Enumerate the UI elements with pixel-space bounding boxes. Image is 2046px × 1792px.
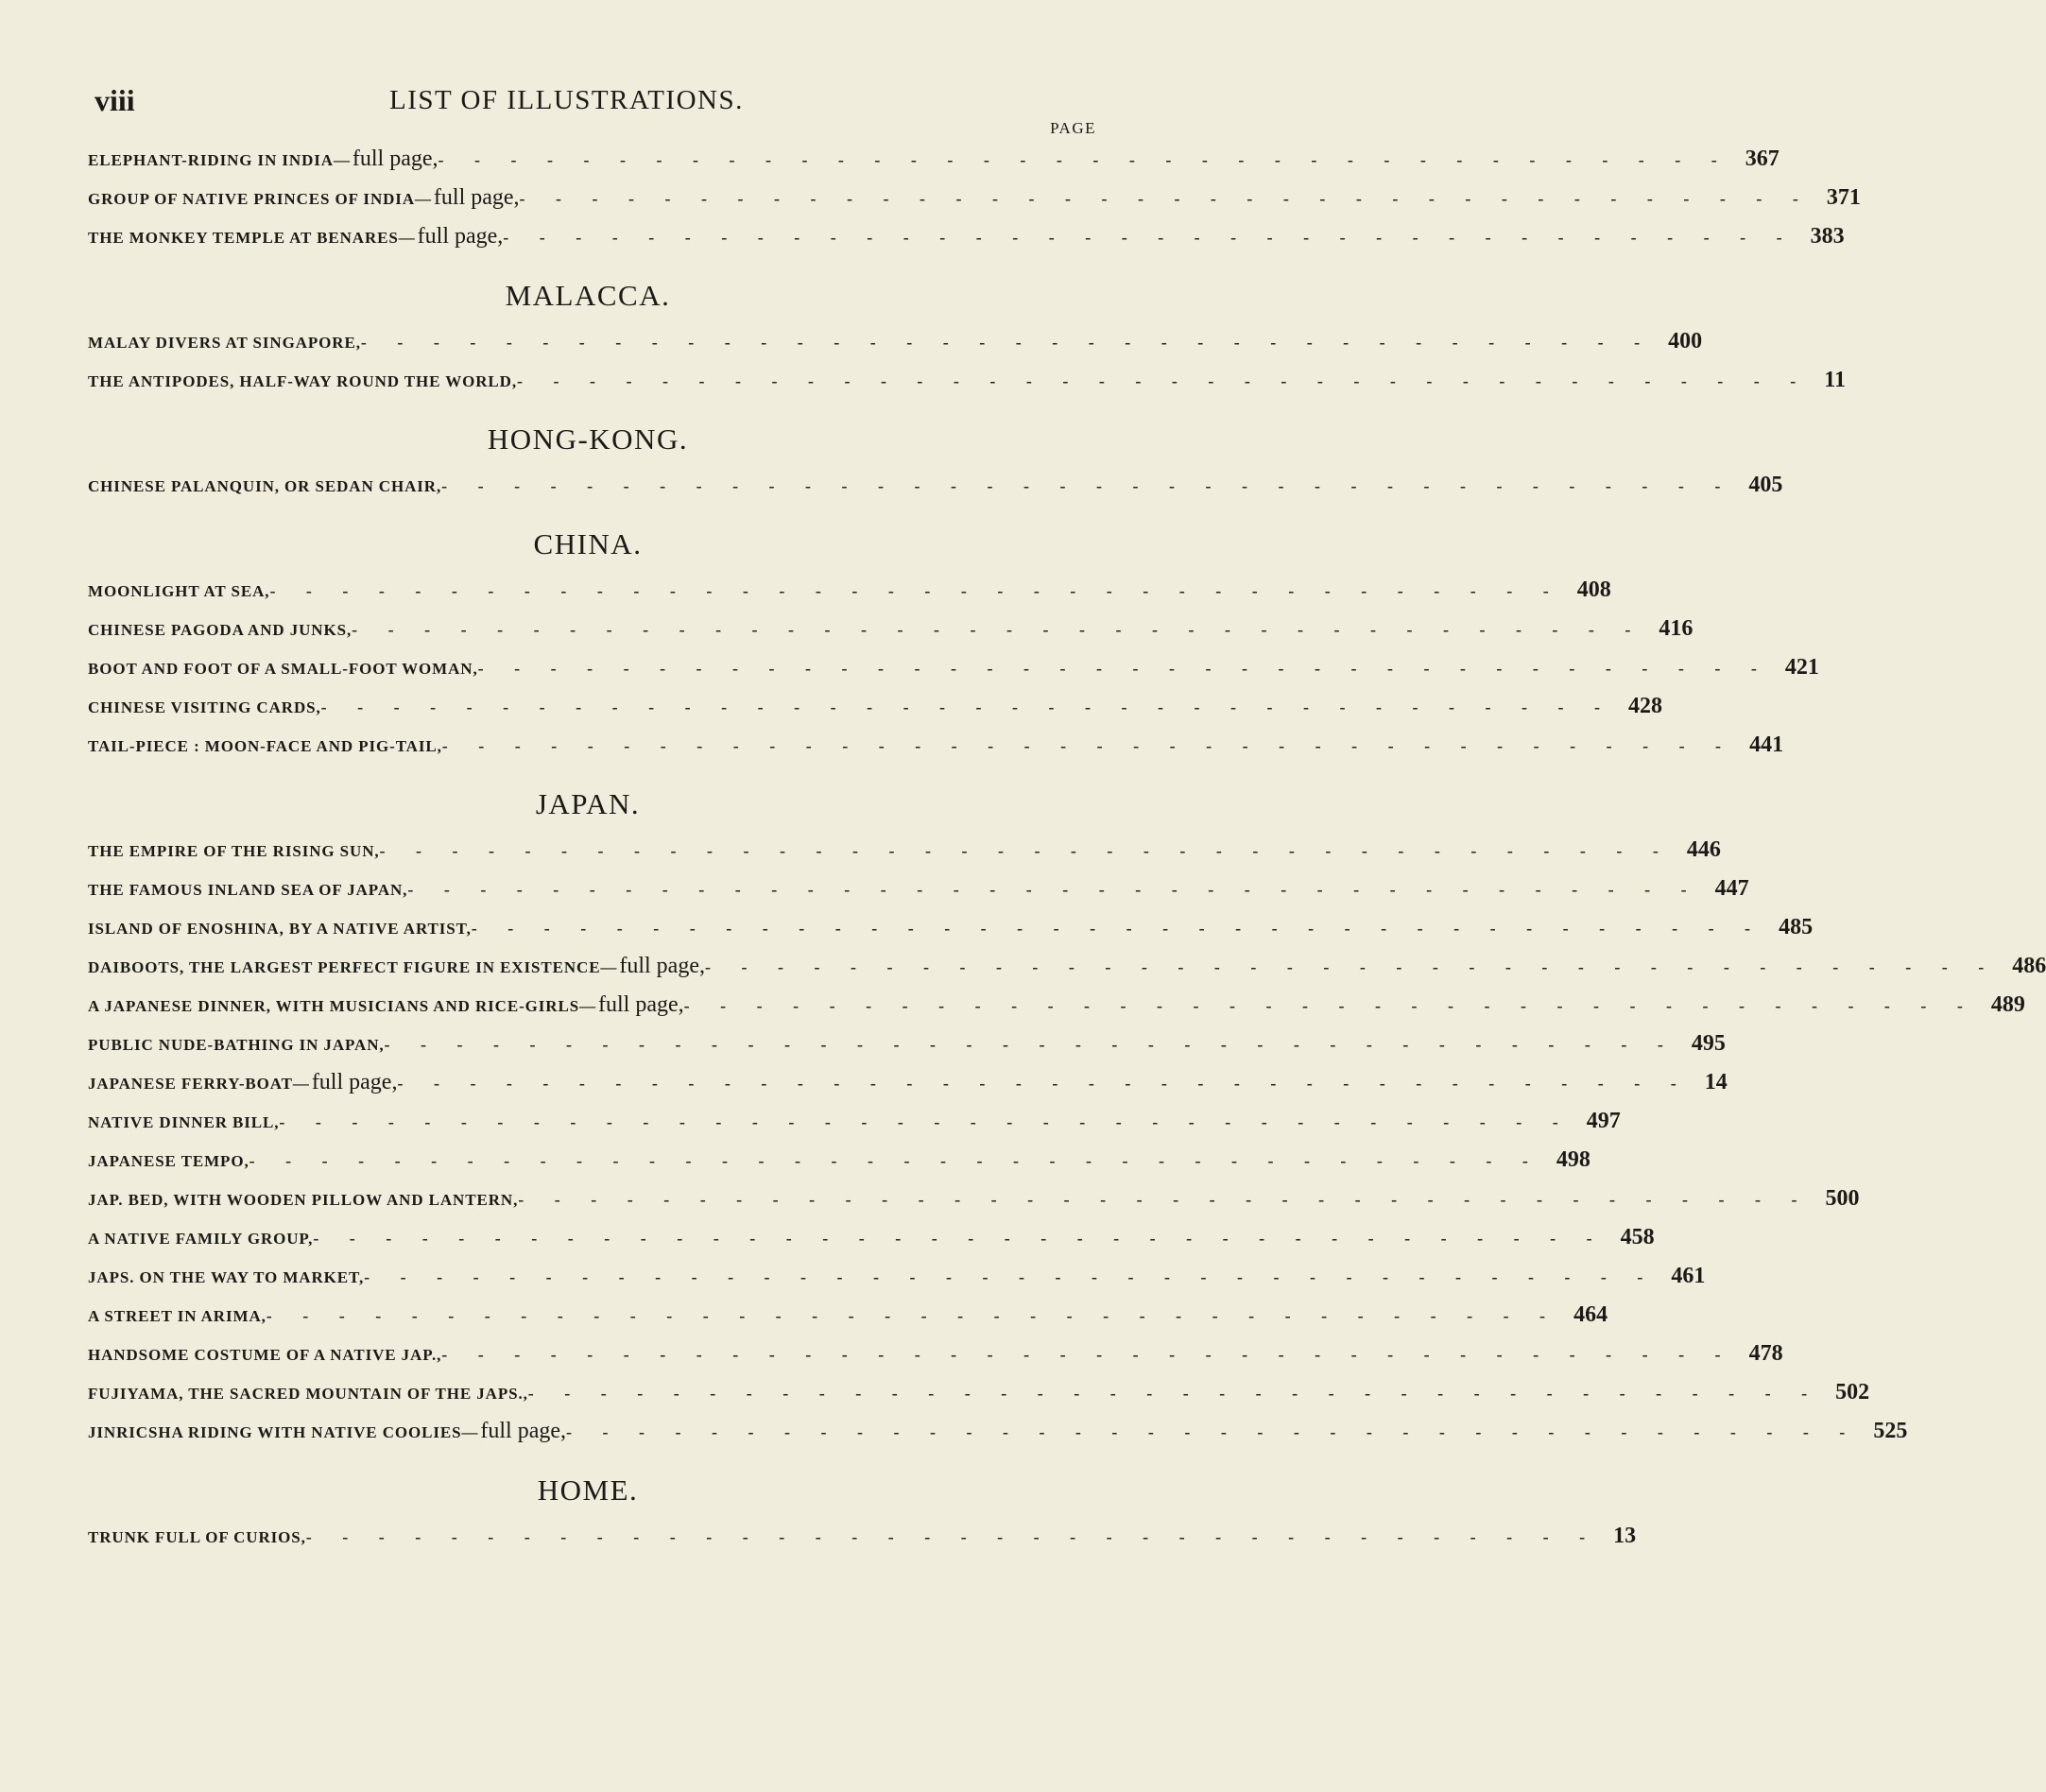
dot-leader: - - - - - - - - - - - - - - - - - - - - - - - - - - - - - - - - - - - - (305, 1527, 1599, 1546)
dot-leader: - - - - - - - - - - - - - - - - - - - - - - - - - - - - - - - - - - - - (364, 1267, 1657, 1286)
illustration-title: JAP. BED, WITH WOODEN PILLOW AND LANTERN, (88, 1191, 519, 1209)
illustration-entry (88, 1380, 1870, 1419)
illustration-entry (88, 732, 1784, 771)
page-number: 428 (1627, 694, 1662, 718)
page-number: 14 (1704, 1070, 1728, 1094)
illustration-entry (88, 1341, 1783, 1380)
full-page-note: full page, (433, 185, 520, 210)
illustration-title: BOOT AND FOOT OF A SMALL-FOOT WOMAN, (88, 660, 478, 678)
illustration-entry (88, 694, 1662, 732)
full-page-note: full page, (619, 954, 705, 978)
dot-leader: - - - - - - - - - - - - - - - - - - - - - - - - - - - - - - - - - - - - (279, 1112, 1572, 1131)
illustration-entry (88, 1419, 1908, 1457)
dot-leader: - - - - - - - - - - - - - - - - - - - - - - - - - - - - - - - - - - - - (384, 1035, 1676, 1054)
page-number: 11 (1824, 368, 1846, 392)
page-number: 441 (1749, 732, 1784, 757)
dot-leader: - - - - - - - - - - - - - - - - - - - - - - - - - - - - - - - - - - - - (503, 228, 1796, 247)
illustration-entry (88, 1225, 1655, 1264)
illustration-entry (88, 1031, 1726, 1070)
page-number: 495 (1691, 1031, 1726, 1056)
illustration-entry (88, 1147, 1590, 1186)
dot-leader: - - - - - - - - - - - - - - - - - - - - - - - - - - - - - - - - - - - - (683, 996, 1976, 1015)
dot-leader: - - - - - - - - - - - - - - - - - - - - - - - - - - - - - - - - - - - - (379, 841, 1672, 860)
illustration-title: A NATIVE FAMILY GROUP, (88, 1230, 314, 1248)
page-number: 405 (1748, 473, 1783, 497)
illustration-title: CHINESE PAGODA AND JUNKS, (88, 621, 352, 639)
illustration-entry (88, 1070, 1728, 1109)
illustration-title: CHINESE PALANQUIN, OR SEDAN CHAIR, (88, 477, 442, 495)
page-number: 421 (1784, 655, 1819, 680)
illustration-title: HANDSOME COSTUME OF A NATIVE JAP., (88, 1346, 442, 1364)
dot-leader: - - - - - - - - - - - - - - - - - - - - - - - - - - - - - - - - - - - - (269, 581, 1562, 600)
section-heading: HOME. (537, 1473, 639, 1507)
full-page-note: full page, (311, 1070, 398, 1094)
illustration-title: FUJIYAMA, THE SACRED MOUNTAIN OF THE JAPS., (88, 1385, 528, 1403)
dot-leader: - - - - - - - - - - - - - - - - - - - - - - - - - - - - - - - - - - - - (471, 919, 1764, 938)
illustration-entry (88, 577, 1611, 616)
section-heading: CHINA. (533, 527, 643, 560)
dot-leader: - - - - - - - - - - - - - - - - - - - - - - - - - - - - - - - - - - - - (704, 957, 1998, 976)
dot-leader: - - - - - - - - - - - - - - - - - - - - - - - - - - - - - - - - - - - - (266, 1306, 1559, 1325)
page-number: 446 (1686, 837, 1721, 862)
folio-page-number: viii (95, 83, 135, 117)
illustration-title: THE MONKEY TEMPLE AT BENARES— (88, 229, 416, 247)
illustration-title: ELEPHANT-RIDING IN INDIA— (88, 151, 351, 169)
page-number: 416 (1659, 616, 1694, 641)
illustration-title: A STREET IN ARIMA, (88, 1307, 266, 1325)
illustration-title: GROUP OF NATIVE PRINCES OF INDIA— (88, 190, 432, 208)
illustration-entry (88, 146, 1780, 185)
running-title: LIST OF ILLUSTRATIONS. (389, 85, 744, 115)
illustration-title: THE EMPIRE OF THE RISING SUN, (88, 842, 380, 860)
page-column-label: PAGE (1050, 119, 1096, 137)
page-number: 383 (1810, 224, 1845, 249)
illustration-entry (88, 224, 1845, 263)
dot-leader: - - - - - - - - - - - - - - - - - - - - - - - - - - - - - - - - - - - - (397, 1074, 1690, 1093)
illustration-title: A JAPANESE DINNER, WITH MUSICIANS AND RICE-GIRLS— (88, 997, 596, 1015)
dot-leader: - - - - - - - - - - - - - - - - - - - - - - - - - - - - - - - - - - - - (441, 1345, 1734, 1364)
dot-leader: - - - - - - - - - - - - - - - - - - - - - - - - - - - - - - - - - - - - (438, 150, 1730, 169)
full-page-note: full page, (597, 992, 684, 1017)
section-heading: MALACCA. (505, 279, 671, 312)
illustration-entry (88, 1264, 1706, 1302)
dot-leader: - - - - - - - - - - - - - - - - - - - - - - - - - - - - - - - - - - - - (527, 1384, 1821, 1403)
illustration-entry (88, 837, 1721, 876)
illustration-title: ISLAND OF ENOSHINA, BY A NATIVE ARTIST, (88, 920, 472, 938)
page-number: 400 (1668, 329, 1703, 353)
dot-leader: - - - - - - - - - - - - - - - - - - - - - - - - - - - - - - - - - - - - (566, 1422, 1859, 1441)
page-number: 461 (1671, 1264, 1706, 1288)
dot-leader: - - - - - - - - - - - - - - - - - - - - - - - - - - - - - - - - - - - - (360, 333, 1654, 352)
full-page-note: full page, (352, 146, 438, 171)
page-number: 500 (1825, 1186, 1860, 1211)
illustration-entry (88, 1109, 1621, 1147)
dot-leader: - - - - - - - - - - - - - - - - - - - - - - - - - - - - - - - - - - - - (407, 880, 1700, 899)
illustration-entry (88, 368, 1846, 406)
illustration-title: NATIVE DINNER BILL, (88, 1113, 280, 1131)
illustration-entry (88, 473, 1783, 511)
illustration-entry (88, 954, 2046, 992)
dot-leader: - - - - - - - - - - - - - - - - - - - - - - - - - - - - - - - - - - - - (320, 698, 1613, 716)
full-page-note: full page, (480, 1419, 567, 1443)
illustration-entry (88, 1302, 1608, 1341)
page-number: 497 (1586, 1109, 1621, 1133)
illustration-title: MALAY DIVERS AT SINGAPORE, (88, 334, 361, 352)
page-number: 458 (1620, 1225, 1655, 1249)
illustration-entry (88, 876, 1749, 915)
page-number: 408 (1576, 577, 1611, 602)
illustration-title: DAIBOOTS, THE LARGEST PERFECT FIGURE IN EXISTENCE— (88, 958, 618, 976)
illustration-entry (88, 915, 1814, 954)
illustrations-list (88, 146, 2046, 1562)
dot-leader: - - - - - - - - - - - - - - - - - - - - - - - - - - - - - - - - - - - - (518, 1190, 1811, 1209)
page-number: 525 (1873, 1419, 1908, 1443)
illustration-title: JINRICSHA RIDING WITH NATIVE COOLIES— (88, 1423, 479, 1441)
dot-leader: - - - - - - - - - - - - - - - - - - - - - - - - - - - - - - - - - - - - (517, 371, 1810, 390)
illustration-title: TRUNK FULL OF CURIOS, (88, 1528, 306, 1546)
dot-leader: - - - - - - - - - - - - - - - - - - - - - - - - - - - - - - - - - - - - (249, 1151, 1541, 1170)
page-number: 13 (1613, 1524, 1637, 1548)
page-header (95, 83, 1096, 137)
dot-leader: - - - - - - - - - - - - - - - - - - - - - - - - - - - - - - - - - - - - (519, 189, 1812, 208)
section-heading: JAPAN. (535, 787, 641, 820)
illustration-title: PUBLIC NUDE-BATHING IN JAPAN, (88, 1036, 385, 1054)
dot-leader: - - - - - - - - - - - - - - - - - - - - - - - - - - - - - - - - - - - - (441, 476, 1734, 495)
page-number: 478 (1748, 1341, 1783, 1366)
illustration-title: JAPANESE TEMPO, (88, 1152, 249, 1170)
illustration-title: JAPS. ON THE WAY TO MARKET, (88, 1268, 365, 1286)
dot-leader: - - - - - - - - - - - - - - - - - - - - - - - - - - - - - - - - - - - - (441, 736, 1735, 755)
page-number: 486 (2012, 954, 2046, 978)
illustration-title: THE FAMOUS INLAND SEA OF JAPAN, (88, 881, 408, 899)
page-number: 502 (1835, 1380, 1870, 1404)
illustration-entry (88, 1186, 1860, 1225)
dot-leader: - - - - - - - - - - - - - - - - - - - - - - - - - - - - - - - - - - - - (313, 1229, 1606, 1248)
illustration-title: CHINESE VISITING CARDS, (88, 698, 321, 716)
page-number: 464 (1573, 1302, 1608, 1327)
illustration-entry (88, 185, 1861, 224)
illustration-entry (88, 329, 1703, 368)
illustration-entry (88, 992, 2025, 1031)
illustration-title: JAPANESE FERRY-BOAT— (88, 1075, 310, 1093)
page-number: 371 (1826, 185, 1861, 210)
dot-leader: - - - - - - - - - - - - - - - - - - - - - - - - - - - - - - - - - - - - (352, 620, 1644, 639)
page-number: 447 (1714, 876, 1749, 901)
page-number: 485 (1779, 915, 1814, 939)
illustration-title: TAIL-PIECE : MOON-FACE AND PIG-TAIL, (88, 737, 442, 755)
section-heading: HONG-KONG. (487, 422, 689, 456)
illustration-entry (88, 616, 1694, 655)
page-number: 367 (1745, 146, 1780, 171)
dot-leader: - - - - - - - - - - - - - - - - - - - - - - - - - - - - - - - - - - - - (477, 659, 1770, 678)
page-number: 489 (1990, 992, 2025, 1017)
illustration-entry (88, 655, 1819, 694)
illustration-title: MOONLIGHT AT SEA, (88, 582, 270, 600)
page-number: 498 (1556, 1147, 1590, 1172)
illustration-title: THE ANTIPODES, HALF-WAY ROUND THE WORLD, (88, 372, 517, 390)
illustration-entry (88, 1524, 1637, 1562)
full-page-note: full page, (417, 224, 504, 249)
